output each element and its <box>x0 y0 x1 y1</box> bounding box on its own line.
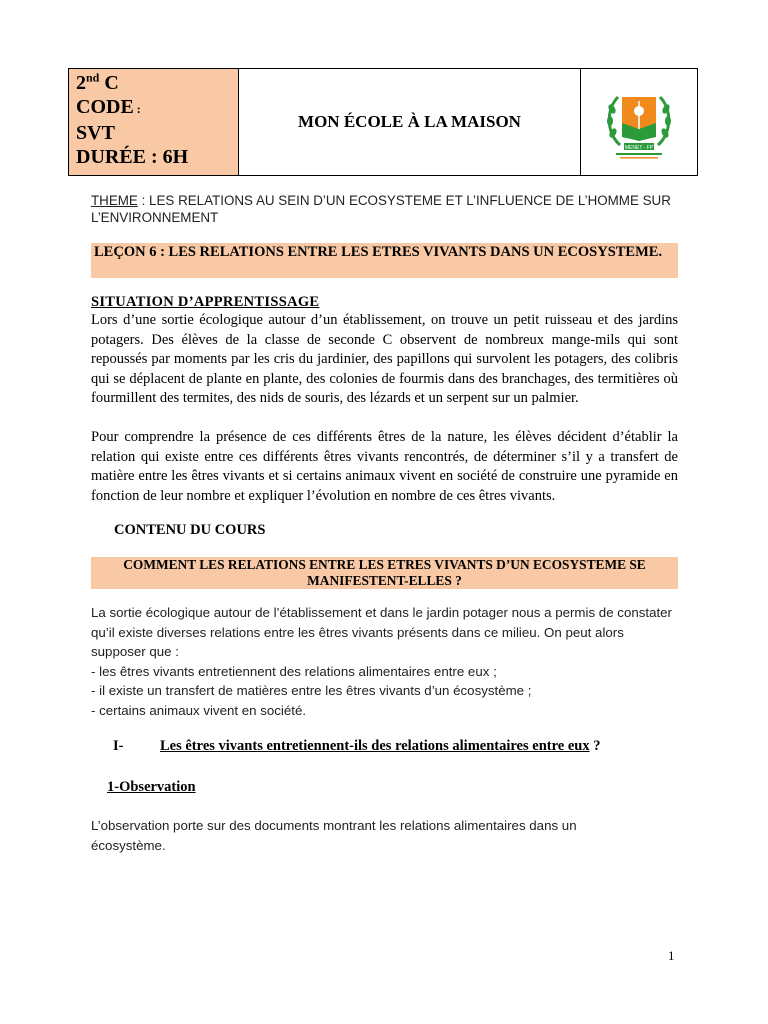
page-number: 1 <box>668 948 675 963</box>
situation-title: SITUATION D’APPRENTISSAGE <box>91 294 320 310</box>
ministry-logo-icon <box>600 83 678 161</box>
intro-paragraph <box>91 603 678 720</box>
header-class-cell <box>69 69 239 175</box>
subject-label: SVT <box>76 122 115 144</box>
situation-paragraph-2: Pour comprendre la présence de ces différents êtres de la nature, les élèves décident d’établir la relation qui existe entre ces différents êtres vivants rencontrés, de déterminer s’il y a transfert de matière entre les êtres vivants et si certains animaux vivent en société de construire une pyramide en fonction de leur nombre et expliquer l’évolution en nombre de ces êtres vivants. <box>91 429 678 504</box>
question-banner: COMMENT LES RELATIONS ENTRE LES ETRES VIVANTS D’UN ECOSYSTEME SE MANIFESTENT-ELLES ? <box>91 557 678 589</box>
list-item: - il existe un transfert de matières entre les êtres vivants d’un écosystème ; <box>91 683 532 698</box>
theme-text <box>91 193 678 226</box>
observation-paragraph: L’observation porte sur des documents montrant les relations alimentaires dans un écosystème. <box>91 818 577 853</box>
list-item: - certains animaux vivent en société. <box>91 702 307 718</box>
section-end: ? <box>589 738 601 754</box>
duration-label: DURÉE : 6H <box>76 146 189 168</box>
header-logo-cell <box>581 69 697 175</box>
class-level: 2nd C <box>76 70 119 94</box>
list-item: - les êtres vivants entretiennent des relations alimentaires entre eux ; <box>91 663 497 679</box>
section-number: I- <box>113 738 124 754</box>
header-table <box>68 68 698 176</box>
logo-text: MENET - FP <box>624 145 654 151</box>
theme-value: : LES RELATIONS AU SEIN D’UN ECOSYSTEME ET L’INFLUENCE DE L’HOMME SUR L’ENVIRONNEMENT <box>91 193 671 225</box>
section-i-heading <box>113 738 600 755</box>
theme-label: THEME <box>91 193 138 208</box>
course-content-heading: CONTENU DU COURS <box>114 522 266 538</box>
code-label: CODE : <box>76 96 141 118</box>
section-title: Les êtres vivants entretiennent-ils des relations alimentaires entre eux <box>160 738 590 754</box>
intro-text: La sortie écologique autour de l’établissement et dans le jardin potager nous a permis de constater qu’il existe diverses relations entre les êtres vivants présents dans ce milieu. On peut alors supposer que : <box>91 605 672 659</box>
observation-heading: 1-Observation <box>107 779 196 795</box>
header-title: MON ÉCOLE À LA MAISON <box>239 69 581 175</box>
situation-paragraph-1: Lors d’une sortie écologique autour d’un établissement, on trouve un petit ruisseau et des jardins potagers. Des élèves de la classe de seconde C observent de nombreux mange-mils qui sont repoussés par moments par les cris du jardinier, des papillons qui survolent les potagers, des colibris qui se déplacent de plante en plante, des colonies de fourmis dans des branchages, des termitières où fourmillent des termites, des nids de souris, des lézards et un serpent sur un palmier. <box>91 312 678 406</box>
lesson-banner: LEÇON 6 : LES RELATIONS ENTRE LES ETRES VIVANTS DANS UN ECOSYSTEME. <box>91 243 678 278</box>
